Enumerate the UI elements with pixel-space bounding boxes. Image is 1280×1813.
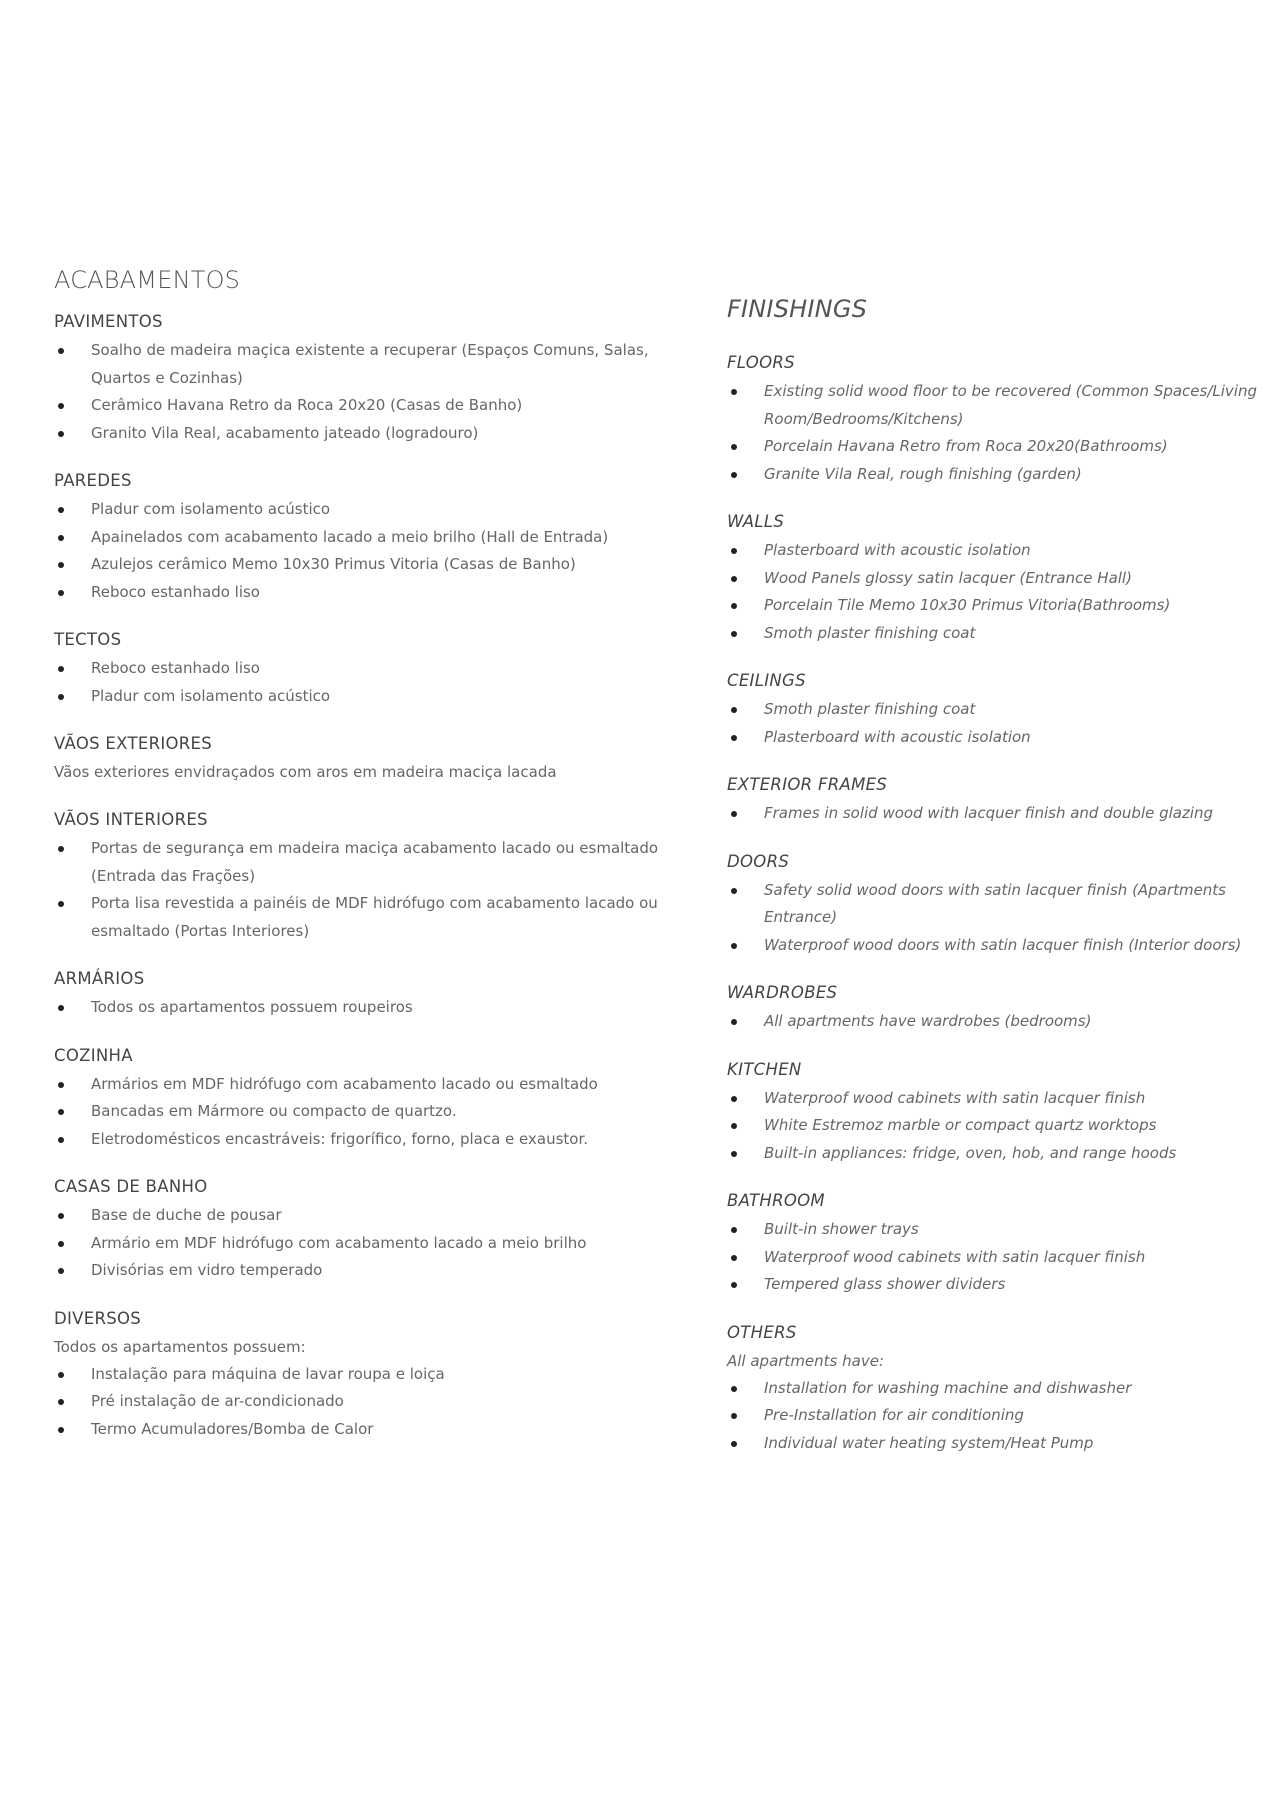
list-item — [54, 1126, 694, 1154]
section — [54, 810, 694, 945]
bullet-icon — [58, 666, 64, 672]
bullet-icon — [731, 1096, 737, 1102]
list-item-text: Waterproof wood cabinets with satin lacquer finish — [764, 1247, 1146, 1266]
bullet-icon — [58, 846, 64, 852]
bullet-icon — [731, 1151, 737, 1157]
bullet-list — [54, 337, 694, 447]
bullet-icon — [58, 1213, 64, 1219]
bullet-icon — [58, 403, 64, 409]
section-title: TECTOS — [54, 630, 122, 649]
bullet-icon — [731, 548, 737, 554]
list-item-text: Pre-Installation for air conditioning — [764, 1406, 1024, 1424]
bullet-icon — [58, 1241, 64, 1247]
list-item — [54, 1098, 694, 1126]
bullet-list — [54, 1071, 694, 1154]
bullet-icon — [58, 1109, 64, 1115]
list-item-text: Built-in shower trays — [764, 1220, 919, 1238]
list-item-text: Cerâmico Havana Retro da Roca 20x20 (Casas de Banho) — [91, 396, 523, 414]
list-item — [727, 1140, 1267, 1168]
list-item — [727, 1085, 1267, 1113]
list-item-text: Armários em MDF hidrófugo com acabamento lacado ou esmaltado — [91, 1074, 598, 1093]
list-item-text: Porcelain Tile Memo 10x30 Primus Vitoria(Bathrooms) — [764, 596, 1171, 614]
list-item — [727, 565, 1267, 593]
list-item-text: Tempered glass shower dividers — [764, 1275, 1006, 1293]
section-title: CEILINGS — [727, 671, 806, 690]
bullet-icon — [731, 576, 737, 582]
list-item-text: Termo Acumuladores/Bomba de Calor — [91, 1419, 374, 1438]
bullet-icon — [58, 590, 64, 596]
list-item-text: Portas de segurança em madeira maciça acabamento lacado ou esmaltado (Entrada das Frações) — [91, 839, 659, 885]
bullet-icon — [731, 735, 737, 741]
list-item — [727, 1375, 1267, 1403]
section-title: WARDROBES — [727, 983, 838, 1002]
section — [727, 671, 1267, 751]
list-item — [54, 1416, 694, 1444]
bullet-icon — [58, 1399, 64, 1405]
bullet-icon — [58, 431, 64, 437]
bullet-icon — [58, 348, 64, 354]
bullet-list — [727, 1085, 1267, 1168]
list-item — [727, 433, 1267, 461]
section — [54, 471, 694, 606]
bullet-list — [727, 1216, 1267, 1299]
list-item — [727, 696, 1267, 724]
section-text: Vãos exteriores envidraçados com aros em madeira maciça lacada — [54, 763, 557, 781]
list-item — [54, 1071, 694, 1099]
section-title: VÃOS INTERIORES — [54, 810, 208, 829]
section-text: All apartments have: — [727, 1351, 884, 1370]
list-item — [727, 1244, 1267, 1272]
bullet-icon — [731, 1123, 737, 1129]
bullet-list — [727, 800, 1267, 828]
list-item-text: Apainelados com acabamento lacado a meio brilho (Hall de Entrada) — [91, 527, 609, 546]
list-item — [54, 496, 694, 524]
portuguese-column — [54, 266, 694, 1467]
section — [727, 852, 1267, 960]
list-item-text: Granite Vila Real, rough finishing (garden) — [764, 464, 1082, 483]
section-title: PAREDES — [54, 471, 132, 490]
bullet-list — [54, 1202, 694, 1285]
bullet-list — [727, 1375, 1267, 1458]
list-item-text: Frames in solid wood with lacquer finish and double glazing — [764, 804, 1214, 822]
page-title: ACABAMENTOS — [54, 266, 241, 294]
section-list — [727, 353, 1267, 1457]
bullet-icon — [58, 901, 64, 907]
list-item — [54, 579, 694, 607]
section-title: PAVIMENTOS — [54, 312, 163, 331]
list-item — [727, 877, 1267, 932]
bullet-icon — [58, 535, 64, 541]
bullet-icon — [731, 1019, 737, 1025]
list-item — [727, 1402, 1267, 1430]
list-item-text: Pré instalação de ar-condicionado — [91, 1392, 344, 1410]
bullet-icon — [731, 1227, 737, 1233]
bullet-icon — [731, 1282, 737, 1288]
list-item-text: Individual water heating system/Heat Pump — [764, 1433, 1094, 1452]
list-item-text: All apartments have wardrobes (bedrooms) — [764, 1012, 1092, 1030]
section-title: EXTERIOR FRAMES — [727, 775, 888, 794]
bullet-list — [727, 877, 1267, 960]
list-item-text: Wood Panels glossy satin lacquer (Entrance Hall) — [764, 568, 1132, 587]
bullet-icon — [731, 888, 737, 894]
list-item-text: Reboco estanhado liso — [91, 582, 260, 601]
list-item-text: Bancadas em Mármore ou compacto de quartzo. — [91, 1102, 457, 1120]
bullet-icon — [731, 603, 737, 609]
list-item — [54, 524, 694, 552]
list-item-text: Eletrodomésticos encastráveis: frigorífico, forno, placa e exaustor. — [91, 1129, 589, 1148]
bullet-icon — [58, 1005, 64, 1011]
list-item — [54, 551, 694, 579]
list-item-text: Todos os apartamentos possuem roupeiros — [91, 998, 413, 1016]
section — [727, 512, 1267, 647]
section-title: DOORS — [727, 851, 790, 871]
list-item — [54, 1388, 694, 1416]
list-item — [727, 378, 1267, 433]
bullet-icon — [731, 444, 737, 450]
list-item — [54, 1202, 694, 1230]
bullet-icon — [731, 389, 737, 395]
list-item — [727, 592, 1267, 620]
list-item — [727, 1112, 1267, 1140]
list-item-text: Porta lisa revestida a painéis de MDF hidrófugo com acabamento lacado ou esmaltado (Portas Interiores) — [91, 894, 658, 940]
bullet-icon — [731, 1386, 737, 1392]
list-item — [54, 994, 694, 1022]
bullet-list — [54, 1361, 694, 1444]
bullet-icon — [731, 1255, 737, 1261]
list-item-text: Armário em MDF hidrófugo com acabamento lacado a meio brilho — [91, 1233, 587, 1252]
section-title: ARMÁRIOS — [54, 969, 145, 988]
section-title: KITCHEN — [727, 1059, 802, 1079]
list-item-text: Instalação para máquina de lavar roupa e loiça — [91, 1364, 445, 1383]
list-item — [54, 683, 694, 711]
section-title: COZINHA — [54, 1045, 133, 1065]
list-item-text: Smoth plaster finishing coat — [764, 623, 976, 642]
list-item — [727, 537, 1267, 565]
bullet-icon — [58, 1427, 64, 1433]
bullet-icon — [731, 811, 737, 817]
section-title: CASAS DE BANHO — [54, 1177, 208, 1196]
section-title: DIVERSOS — [54, 1308, 142, 1328]
bullet-icon — [58, 1372, 64, 1378]
bullet-list — [727, 378, 1267, 488]
list-item-text: Waterproof wood cabinets with satin lacquer finish — [764, 1088, 1146, 1107]
list-item — [54, 835, 694, 890]
list-item — [54, 337, 694, 392]
english-column — [727, 295, 1267, 1481]
section-title: VÃOS EXTERIORES — [54, 734, 213, 753]
section — [727, 1323, 1267, 1458]
section-text: Todos os apartamentos possuem: — [54, 1337, 306, 1356]
bullet-icon — [58, 507, 64, 513]
list-item — [54, 420, 694, 448]
bullet-icon — [731, 472, 737, 478]
list-item-text: Smoth plaster finishing coat — [764, 700, 976, 718]
list-item — [727, 1008, 1267, 1036]
list-item — [727, 620, 1267, 648]
list-item — [54, 890, 694, 945]
list-item — [727, 932, 1267, 960]
list-item-text: Waterproof wood doors with satin lacquer finish (Interior doors) — [764, 935, 1242, 954]
section — [727, 1191, 1267, 1299]
section — [54, 969, 694, 1022]
section-title: OTHERS — [727, 1322, 797, 1342]
list-item-text: Divisórias em vidro temperado — [91, 1261, 323, 1279]
list-item — [727, 724, 1267, 752]
list-item — [727, 1271, 1267, 1299]
bullet-icon — [731, 1441, 737, 1447]
bullet-icon — [58, 694, 64, 700]
section — [54, 1046, 694, 1154]
section — [727, 983, 1267, 1036]
list-item-text: Installation for washing machine and dishwasher — [764, 1378, 1132, 1397]
list-item — [54, 655, 694, 683]
bullet-icon — [58, 1082, 64, 1088]
bullet-icon — [58, 1268, 64, 1274]
list-item — [54, 1361, 694, 1389]
list-item-text: Plasterboard with acoustic isolation — [764, 541, 1031, 559]
list-item-text: Existing solid wood floor to be recovered (Common Spaces/Living Room/Bedrooms/Kitchens) — [764, 382, 1258, 428]
bullet-icon — [731, 1413, 737, 1419]
section — [54, 734, 694, 786]
list-item-text: Porcelain Havana Retro from Roca 20x20(Bathrooms) — [764, 437, 1168, 455]
section-title: WALLS — [727, 512, 785, 531]
list-item-text: Reboco estanhado liso — [91, 659, 260, 677]
list-item — [54, 392, 694, 420]
page-title: FINISHINGS — [727, 295, 868, 323]
section — [54, 312, 694, 447]
section — [727, 353, 1267, 488]
bullet-list — [54, 835, 694, 945]
bullet-list — [54, 655, 694, 710]
section — [727, 1060, 1267, 1168]
bullet-list — [727, 696, 1267, 751]
section-list — [54, 312, 694, 1443]
bullet-icon — [731, 707, 737, 713]
bullet-icon — [731, 943, 737, 949]
list-item — [727, 1430, 1267, 1458]
list-item-text: Granito Vila Real, acabamento jateado (logradouro) — [91, 423, 479, 442]
list-item — [727, 461, 1267, 489]
section — [54, 630, 694, 710]
bullet-list — [727, 1008, 1267, 1036]
bullet-icon — [731, 631, 737, 637]
list-item-text: Built-in appliances: fridge, oven, hob, and range hoods — [764, 1143, 1177, 1162]
section-title: BATHROOM — [727, 1191, 825, 1210]
list-item-text: Base de duche de pousar — [91, 1206, 282, 1224]
list-item — [727, 800, 1267, 828]
list-item-text: Soalho de madeira maçica existente a recuperar (Espaços Comuns, Salas, Quartos e Cozinhas) — [91, 341, 649, 387]
list-item-text: Safety solid wood doors with satin lacquer finish (Apartments Entrance) — [764, 880, 1226, 926]
bullet-list — [54, 496, 694, 606]
bullet-icon — [58, 1137, 64, 1143]
section — [54, 1309, 694, 1444]
section-title: FLOORS — [727, 353, 795, 372]
bullet-list — [54, 994, 694, 1022]
list-item — [727, 1216, 1267, 1244]
bullet-list — [727, 537, 1267, 647]
list-item-text: Pladur com isolamento acústico — [91, 686, 331, 705]
list-item-text: Plasterboard with acoustic isolation — [764, 727, 1031, 746]
section — [727, 775, 1267, 828]
list-item-text: White Estremoz marble or compact quartz worktops — [764, 1116, 1157, 1134]
list-item-text: Pladur com isolamento acústico — [91, 500, 331, 518]
section — [54, 1177, 694, 1285]
list-item-text: Azulejos cerâmico Memo 10x30 Primus Vitoria (Casas de Banho) — [91, 555, 576, 573]
bullet-icon — [58, 562, 64, 568]
list-item — [54, 1230, 694, 1258]
list-item — [54, 1257, 694, 1285]
